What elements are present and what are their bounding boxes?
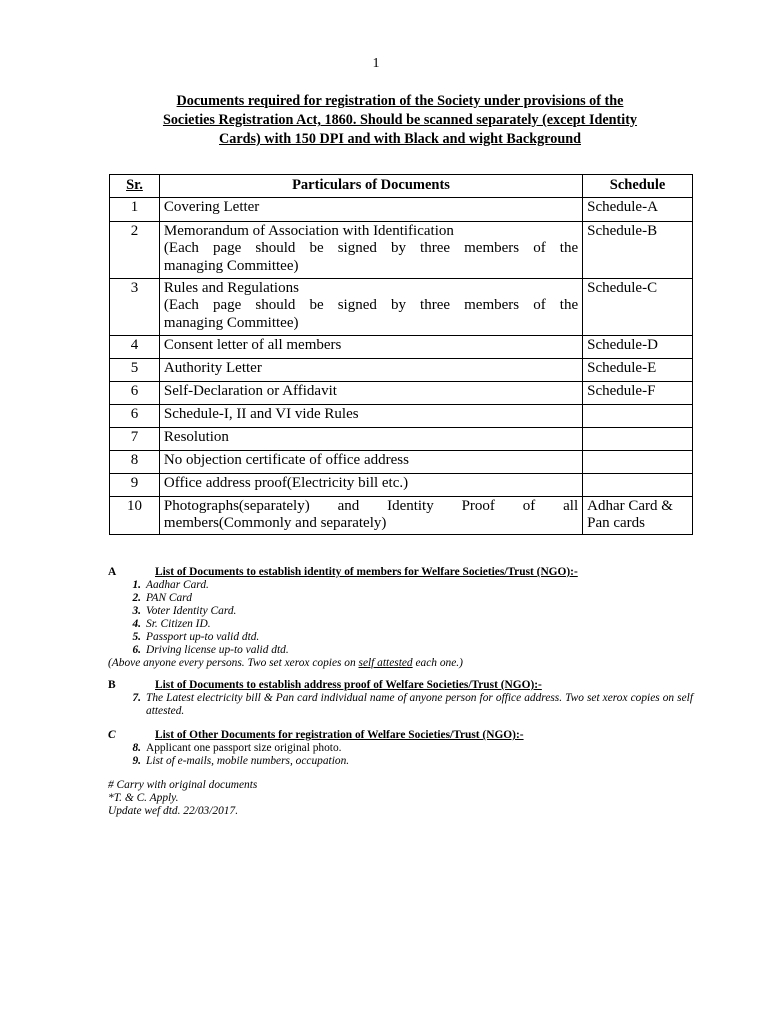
row-sr: 9 <box>110 473 160 496</box>
list-item <box>108 755 693 768</box>
particulars-line: Authority Letter <box>163 359 262 376</box>
note-underlined: self attested <box>358 657 413 669</box>
item-text: Voter Identity Card. <box>146 605 237 617</box>
row-schedule <box>583 450 693 473</box>
documents-table <box>109 174 693 535</box>
row-particulars <box>159 427 582 450</box>
title-line-2: Societies Registration Act, 1860. Should be scanned separately (except Identity <box>162 112 638 128</box>
note-text: (Above anyone every persons. Two set xerox copies on <box>108 657 359 669</box>
item-text: Passport up-to valid dtd. <box>146 631 260 643</box>
section-a-title: List of Documents to establish identity of members for Welfare Societies/Trust (NGO):- <box>155 566 578 578</box>
item-number: 6. <box>132 644 141 656</box>
row-sr: 1 <box>110 197 160 221</box>
footer-line-2: *T. & C. Apply. <box>108 792 179 804</box>
section-a-list <box>108 579 693 657</box>
particulars-line: (Each page should be signed by three members of the <box>163 297 579 313</box>
table-row <box>110 381 693 404</box>
particulars-line: Resolution <box>163 428 229 445</box>
particulars-line: Covering Letter <box>163 198 260 215</box>
item-number: 8. <box>132 742 141 754</box>
section-c-letter: C <box>108 729 116 741</box>
item-text: Sr. Citizen ID. <box>146 618 211 630</box>
footer-notes <box>108 779 693 818</box>
list-item <box>108 592 693 605</box>
table-body <box>110 197 693 534</box>
section-b-heading <box>108 679 693 692</box>
particulars-line: members(Commonly and separately) <box>163 515 387 531</box>
row-sr: 7 <box>110 427 160 450</box>
row-schedule: Schedule-E <box>583 358 693 381</box>
row-schedule: Schedule-F <box>583 381 693 404</box>
table-row <box>110 358 693 381</box>
title-line-3: Cards) with 150 DPI and with Black and wight Background <box>219 131 581 147</box>
header-schedule: Schedule <box>583 175 693 198</box>
item-number: 5. <box>132 631 141 643</box>
particulars-line: Self-Declaration or Affidavit <box>163 382 337 399</box>
item-text: Applicant one passport size original photo. <box>146 742 342 754</box>
row-sr: 8 <box>110 450 160 473</box>
row-particulars <box>159 404 582 427</box>
section-a-note <box>108 657 693 670</box>
page-number: 1 <box>372 56 380 71</box>
note-text-end: each one.) <box>412 657 463 669</box>
particulars-line: Memorandum of Association with Identification <box>163 222 454 239</box>
table-row <box>110 473 693 496</box>
item-number: 4. <box>132 618 141 630</box>
particulars-line: No objection certificate of office address <box>163 451 409 468</box>
particulars-line: managing Committee) <box>163 257 299 274</box>
table-row <box>110 335 693 358</box>
row-particulars <box>159 197 582 221</box>
row-particulars <box>159 358 582 381</box>
table-row <box>110 197 693 221</box>
header-sr: Sr. <box>110 175 160 198</box>
row-particulars <box>159 221 582 278</box>
item-number: 7. <box>132 692 141 704</box>
particulars-line: Office address proof(Electricity bill etc.) <box>163 474 409 491</box>
section-a-letter: A <box>108 566 117 578</box>
row-sr: 2 <box>110 221 160 278</box>
list-item <box>108 692 693 718</box>
list-item <box>108 742 693 755</box>
list-item <box>108 618 693 631</box>
row-particulars <box>159 278 582 335</box>
table-header-row <box>110 175 693 198</box>
row-sr: 6 <box>110 404 160 427</box>
row-sr: 6 <box>110 381 160 404</box>
table-row <box>110 404 693 427</box>
particulars-line: Consent letter of all members <box>163 336 342 353</box>
row-schedule: Adhar Card & Pan cards <box>583 496 693 534</box>
list-item <box>108 605 693 618</box>
footer-line-1: # Carry with original documents <box>108 779 258 791</box>
item-text: PAN Card <box>146 592 192 604</box>
row-sr: 4 <box>110 335 160 358</box>
row-schedule: Schedule-B <box>583 221 693 278</box>
row-schedule: Schedule-C <box>583 278 693 335</box>
particulars-line: Rules and Regulations <box>163 279 299 296</box>
row-schedule <box>583 473 693 496</box>
section-c-heading <box>108 729 693 742</box>
section-c-title: List of Other Documents for registration of Welfare Societies/Trust (NGO):- <box>155 729 524 741</box>
list-item <box>108 644 693 657</box>
table-row <box>110 278 693 335</box>
row-particulars <box>159 381 582 404</box>
footer-line-3: Update wef dtd. 22/03/2017. <box>108 805 239 817</box>
document-title <box>110 92 690 149</box>
item-number: 9. <box>132 755 141 767</box>
particulars-line: Photographs(separately) and Identity Proof of all <box>163 497 579 514</box>
row-particulars <box>159 496 582 534</box>
item-text: The Latest electricity bill & Pan card individual name of anyone person for office address. Two set xerox copies on self attested. <box>146 692 693 717</box>
table-row <box>110 221 693 278</box>
section-c-list <box>108 742 693 768</box>
section-b-list <box>108 692 693 718</box>
row-sr: 3 <box>110 278 160 335</box>
row-particulars <box>159 450 582 473</box>
row-sr: 5 <box>110 358 160 381</box>
title-line-1: Documents required for registration of the Society under provisions of the <box>176 93 624 109</box>
item-text: Driving license up-to valid dtd. <box>146 644 289 656</box>
item-text: Aadhar Card. <box>146 579 209 591</box>
table-row <box>110 450 693 473</box>
section-a-heading <box>108 566 693 579</box>
item-number: 2. <box>132 592 141 604</box>
document-lists <box>108 566 693 818</box>
row-schedule <box>583 404 693 427</box>
list-item <box>108 579 693 592</box>
particulars-line: managing Committee) <box>163 314 299 331</box>
particulars-line: (Each page should be signed by three members of the <box>163 240 579 256</box>
table-row <box>110 496 693 534</box>
row-particulars <box>159 473 582 496</box>
header-particulars: Particulars of Documents <box>159 175 582 198</box>
section-b-letter: B <box>108 679 116 691</box>
item-number: 3. <box>132 605 141 617</box>
item-number: 1. <box>132 579 141 591</box>
row-schedule: Schedule-D <box>583 335 693 358</box>
row-sr: 10 <box>110 496 160 534</box>
section-b-title: List of Documents to establish address proof of Welfare Societies/Trust (NGO):- <box>155 679 542 691</box>
row-schedule <box>583 427 693 450</box>
list-item <box>108 631 693 644</box>
particulars-line: Schedule-I, II and VI vide Rules <box>163 405 359 422</box>
row-schedule: Schedule-A <box>583 197 693 221</box>
table-row <box>110 427 693 450</box>
row-particulars <box>159 335 582 358</box>
item-text: List of e-mails, mobile numbers, occupation. <box>146 755 350 767</box>
